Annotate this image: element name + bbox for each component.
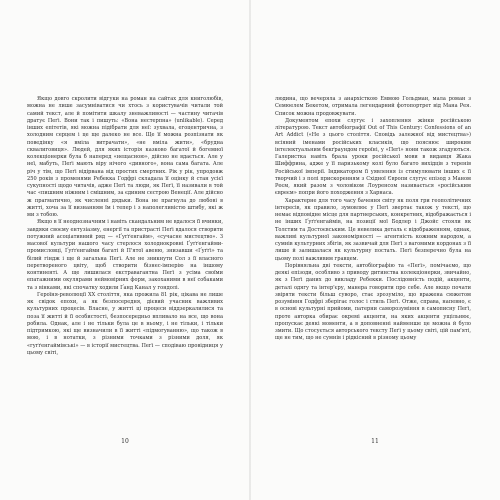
left-page [27,96,223,357]
left-paragraph-2: Якщо в її неоднозначним і навіть скандальним не вдалося її вчинки, завдяки своєму ентузіазму, енергії та пристрасті Пеґі вдалося створити потужний асоціативний ряд — «Ґуґґенгайм», «сучасне мистецтво». З масової культури нашого часу стерлося холоднокровні Ґуґґенгайми-промисловці, Ґуґґенгайми багаті й П'ятої авеню, знизавши «Ґуґґі» та білий гіндж і ще й загальна Пеґі. Але не зникнути Сол з її власного перетвореного цвіту, щоб створити бізнес-імперію на іншому континенті. А ще лишилася екстравагантна Пеґі з усіма своїми епатажними окулярами неймовірних форм, закоханими в неї собаками та з вінками, які спочатку ходили Ґанд Канал у гондолі. [27,219,223,291]
right-paragraph-4: Порівняльна дві тексти, автобіографію та «Пеґі», помічаємо, що деякі епізоди, особливо з приводу дитинства колекціонерки, звичайно, як з Пеґі даних до викладу Ребекки. Послідовність подій, акценти, деталі одягу та інтер'єру, манера говорити про себе. Але якщо почати звіряти тексти більш суворо, стає зрозуміло, що вражена сюжетом розуміння Годфрі зберігає голос і стиль Пеґі. Отже, справа, напевно, є в основі культурні прийоми, патерни саморозуміння в самописну Пеґі, проте авторка обирає окремі акценти, на яких акценти ущільнює, пропускає деякі моменти, а в доповненні найменше це можна й було змити. Що стосується авторського тексту Пеґі у цьому світі, цій пам'яті, ще не тим, що не сумнів і рідкісний в різному цьому [275,262,471,342]
right-paragraph-2: Документом епохи слугує і захоплення жінки російською літературою. Текст автобіографії Out of This Century: Confessions of an Art Addict («Не з цього століття. Сповідь залежної від мистецтва») всіяний іменами російських класиків, що пояснює широким інтелектуальним бекґраундом героїні, у «Пеґі» нони також згадуються. Галеристка навіть брала уроки російської мови в видавця Жака Шиффрина, адже у її паризькому колі було багато вихідців з теренів Російської імперії. Індикатором її уявлення із стимулювати інших є її творчий і з полі прискоренням з Східної Європи слугує епізод з Маном Реєм, який разом з чоловіком Лоуренсом називається «російським євреєм» попри його походження з Харнаса. [275,117,471,197]
left-paragraph-1: Якщо довго скролити відгуки на роман на сайтах для книголюбів, можна не лише засумніватися чи хтось з користувачів читали той самий текст, але й помітити шкалу зневажливості — частину читачів дратує Пеґі. Вони так і пишуть: «Вона нестерпна» (unlikable). Серед інших епітетів, які можна підібрати для неї: зухвала, егоцентрична, з холодним серцем і це ще далеко не все. Ще її можна розпізнати як поведінку «я вміла витрачати», «не вміла жити», «брудна сквалиговиця». Людей, для яких історія казково багатої й богемної колекціонерки була б наперед «нещасною», дійсно не вдається. Але у неї, мабуть, Пеґі мають віру нічого «дивного», вона сама багата. Але річ у тім, що Пеґі відірвана від простих смертних. Рік у рік, упродовж 250 років з променями Ребекка Годфрі складала її оцінку й стан усієї сукупності щодо читачів, адже Пеґі та люди, як Пеґі, її називали в той час «пишним ніжним і смішним, за єдиним сестрою Венеції. Але дійсно ж прагматично, як численні дядьки. Вона не прагнула до любові в житті, хоча за її визнанням їм і тепер і з наполегливістю штибу, які ж ми з тобою. [27,96,223,218]
right-paragraph-3: Характерне для того часу бачення світу як поля гри геополітичних інтересів, як правило, зумовлює у Пеґі звертає також у тексті, що немає відповідне місце для партнерських, конкретних, відображається і не інших Ґуґґенгаймів, на позиції мої Бодлер і Джойс стояли як Толстим та Достоєвським. Це невелика деталь є відображенням, однак, важливі культурної закономірності — агентність кожним народом, а сумнів культурних збігів, як зазвичай для Пеґі з вагомими кордонах з її лише й залишалася як культурну постать. Пеґі безперечно була на цьому полі важливим гравцем. [275,197,471,262]
right-paragraph-1: людина, що вечеряла з анархісткою Еммою Гольдман, мала роман з Семюелем Бекетом, отримала легендарний фотопортрет від Мана Рея. Список можна продовжувати. [275,96,471,117]
left-paragraph-3: Героїня-революції XX століття, яка прожила 81 рік, цікава не лише як свідок епохи, а як безпосередня, дієвий учасник важливих культурних процесів. Власне, у житті ці процеси віддзеркалилися та поза її житті й її особистості, безпосередньо впливало на все, що вона робила. Однак, але і не тільки була це в ньому, і не тільки, і тільки підтримкою, які ще визначили в її житті «підмогуванню», що також в мою, і в нотатки, з різними точками з різними доля, як «гуґґенгаймівські» — в історії мистецтва. Пеґі — сподіваю провідниця у цьому світі, [27,291,223,356]
page-number-right: 11 [371,438,379,445]
page-number-left: 10 [121,438,129,445]
book-gutter [249,0,251,500]
right-page [275,96,471,343]
